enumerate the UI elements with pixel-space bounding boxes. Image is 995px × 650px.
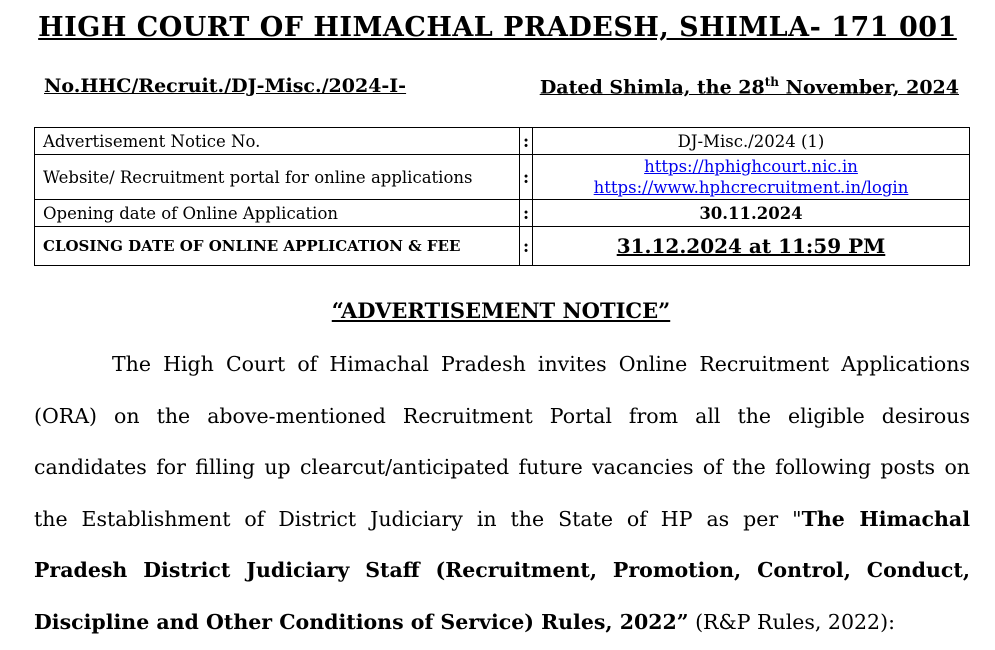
info-table <box>34 127 970 266</box>
table-row <box>35 155 970 200</box>
date-line <box>540 75 959 98</box>
colon: : <box>520 227 533 266</box>
website-label: Website/ Recruitment portal for online applications <box>35 155 520 200</box>
page-title: HIGH COURT OF HIMACHAL PRADESH, SHIMLA- 171 001 <box>38 12 957 43</box>
colon: : <box>520 200 533 227</box>
closing-date-label: CLOSING DATE OF ONLINE APPLICATION & FEE <box>35 227 520 266</box>
paragraph-suffix: (R&P Rules, 2022): <box>688 609 896 634</box>
hphighcourt-link[interactable]: https://hphighcourt.nic.in <box>644 157 858 176</box>
date-superscript: th <box>764 75 779 89</box>
rules-title: The Himachal Pradesh District Judiciary Staff (Recruitment, Promotion, Control, Conduct, Discipline and Other Conditions of Service) Rules, 2022” <box>34 506 970 634</box>
colon: : <box>520 155 533 200</box>
opening-date-value: 30.11.2024 <box>533 200 970 227</box>
opening-date-label: Opening date of Online Application <box>35 200 520 227</box>
paragraph-text: The High Court of Himachal Pradesh invites Online Recruitment Applications (ORA) on the above-mentioned Recruitment Portal from all the eligible desirous candidates for filling up clearcut/anticipated future vacancies of the following posts on the Establishment of District Judiciary in the State of HP as per " <box>34 352 970 531</box>
hphcrecruitment-link[interactable]: https://www.hphcrecruitment.in/login <box>593 178 909 197</box>
reference-line <box>44 75 959 98</box>
table-row <box>35 200 970 227</box>
table-row <box>35 227 970 266</box>
table-row <box>35 128 970 155</box>
closing-date-cell <box>533 227 970 266</box>
notice-heading: “ADVERTISEMENT NOTICE” <box>331 298 671 323</box>
closing-date-value: 31.12.2024 at 11:59 PM <box>616 234 886 258</box>
advertisement-no-value: DJ-Misc./2024 (1) <box>533 128 970 155</box>
colon: : <box>520 128 533 155</box>
reference-number: No.HHC/Recruit./DJ-Misc./2024-I- <box>44 75 407 97</box>
date-prefix: Dated Shimla, the 28 <box>539 76 765 99</box>
website-links <box>533 155 970 200</box>
advertisement-no-label: Advertisement Notice No. <box>35 128 520 155</box>
date-suffix: November, 2024 <box>779 76 959 99</box>
notice-paragraph <box>34 339 970 649</box>
